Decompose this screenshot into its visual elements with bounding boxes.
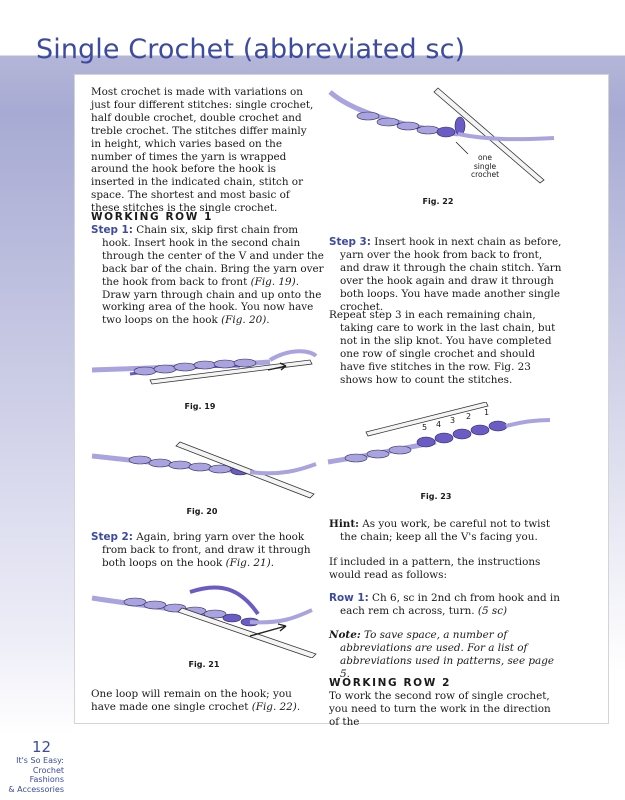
fig-23-number: 3 [450, 416, 456, 425]
fig-21-illustration [90, 578, 320, 658]
fig-23-number: 4 [436, 420, 442, 429]
step-3-label: Step 3: [329, 236, 371, 248]
fig-21-caption: Fig. 21 [188, 660, 220, 669]
left-margin-band [0, 112, 74, 736]
step-1-label: Step 1: [91, 224, 133, 236]
fig-20-caption: Fig. 20 [186, 507, 218, 516]
fig-22-illustration [328, 84, 558, 184]
row-1-paragraph: Row 1: Ch 6, sc in 2nd ch from hook and in each rem ch across, turn. (5 sc) [329, 592, 560, 617]
heading-working-row-1: WORKING ROW 1 [91, 211, 214, 223]
fig-22-callout: one single crochet [470, 153, 500, 179]
right-margin-band [607, 112, 625, 672]
note-label: Note: [329, 629, 361, 641]
step-3-paragraph: Step 3: Insert hook in next chain as before, yarn over the hook from back to front, and draw it through the chain stitch. Yarn over the hook again and draw it through both loops. You have made another single crochet. [329, 236, 562, 313]
row-2-paragraph: To work the second row of single crochet, you need to turn the work in the direction of the [329, 690, 551, 728]
fig-23-number: 2 [466, 412, 472, 421]
fig-22-caption: Fig. 22 [422, 197, 454, 206]
pattern-intro-paragraph: If included in a pattern, the instructions would read as follows: [329, 556, 541, 581]
fig-19-caption: Fig. 19 [184, 402, 216, 411]
fig-20-illustration [90, 432, 320, 502]
page-title: Single Crochet (abbreviated sc) [36, 34, 466, 65]
intro-paragraph: Most crochet is made with variations on just four different stitches: single crochet, half double crochet, double crochet and treble crochet. The stitches differ mainly in height, which varies based on the number of times the yarn is wrapped around the hook before the hook is inserted in the indicated chain, stitch or space. The shortest and most basic of these stitches is the single crochet. [91, 86, 314, 215]
hint-label: Hint: [329, 518, 359, 530]
note-paragraph: Note: To save space, a number of abbreviations are used. For a list of abbreviations used in patterns, see page 5. [329, 629, 555, 680]
heading-working-row-2: WORKING ROW 2 [329, 677, 452, 689]
closing-paragraph: One loop will remain on the hook; you have made one single crochet (Fig. 22). [91, 688, 301, 713]
hint-paragraph: Hint: As you work, be careful not to twist the chain; keep all the V's facing you. [329, 518, 551, 543]
step-2-paragraph: Step 2: Again, bring yarn over the hook from back to front, and draw it through both loops on the hook (Fig. 21). [91, 531, 311, 569]
repeat-paragraph: Repeat step 3 in each remaining chain, taking care to work in the last chain, but not in the slip knot. You have completed one row of single crochet and should have five stitches in the row. Fig. 23 shows how to count the stitches. [329, 309, 556, 386]
row-1-label: Row 1: [329, 592, 369, 604]
book-title: It's So Easy: Crochet Fashions & Accessories [8, 756, 64, 794]
fig-23-number: 5 [422, 423, 428, 432]
fig-23-illustration [326, 402, 556, 482]
page-number: 12 [32, 738, 52, 756]
fig-23-caption: Fig. 23 [420, 492, 452, 501]
step-2-label: Step 2: [91, 531, 133, 543]
fig-23-number: 1 [484, 408, 490, 417]
fig-19-illustration [90, 340, 320, 400]
step-1-paragraph: Step 1: Chain six, skip first chain from hook. Insert hook in the second chain through the center of the V and under the back bar of the chain. Bring the yarn over the hook from back to front (Fig. 19). Draw yarn through chain and up onto the working area of the hook. You now have two loops on the hook (Fig. 20). [91, 224, 324, 327]
